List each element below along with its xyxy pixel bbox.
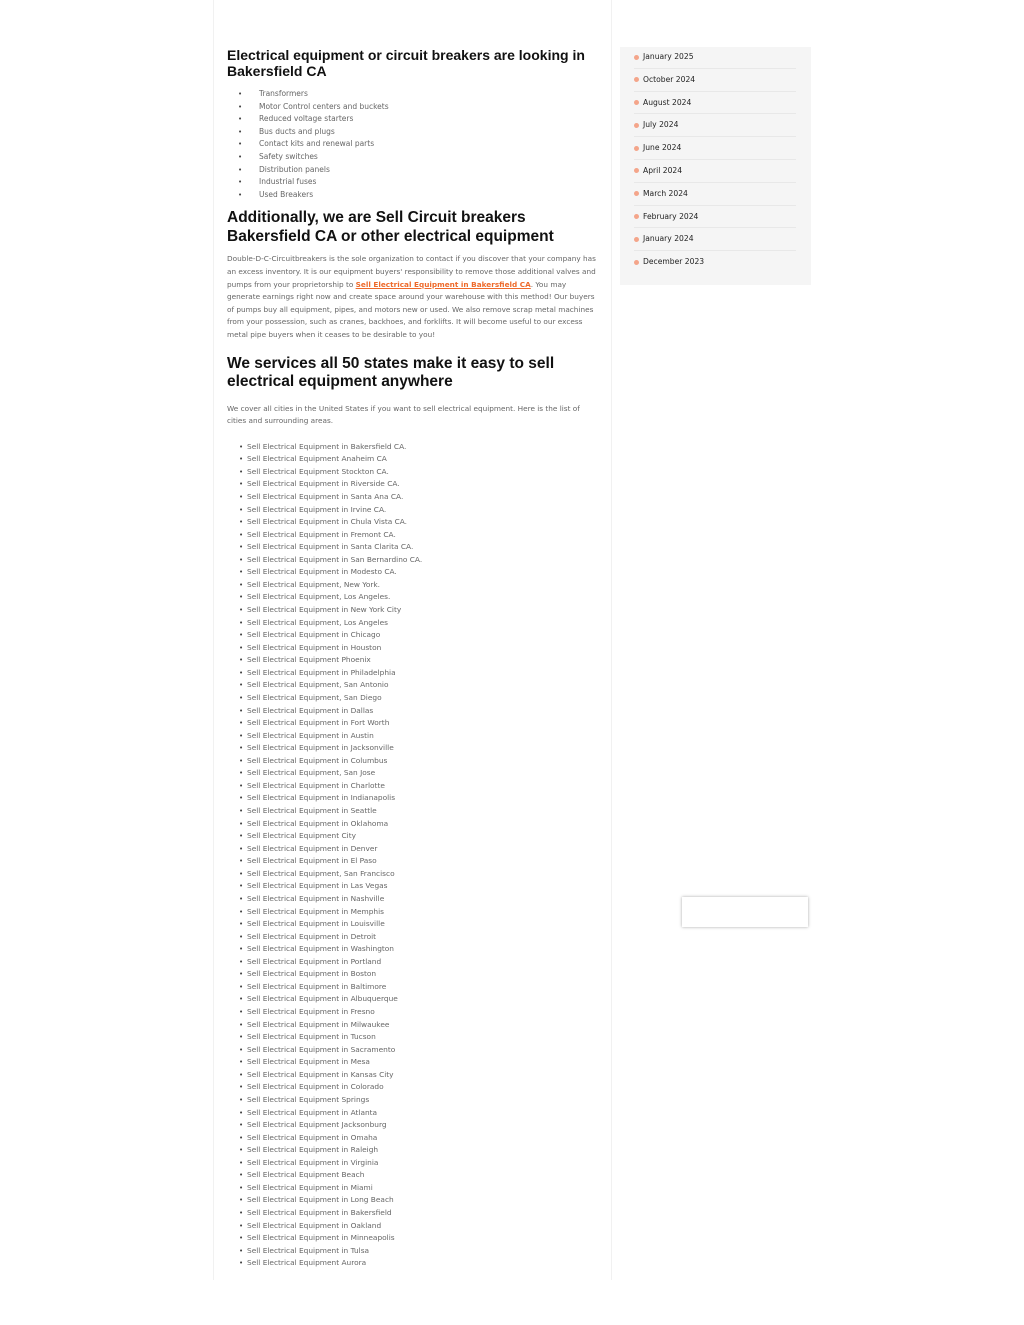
cities-list — [227, 441, 597, 1270]
city-list-item: • Sell Electrical Equipment in Jacksonville — [227, 742, 597, 755]
city-list-item: • Sell Electrical Equipment in Boston — [227, 968, 597, 981]
city-list-item: • Sell Electrical Equipment in Long Beach — [227, 1194, 597, 1207]
city-list-item: • Sell Electrical Equipment in New York City — [227, 604, 597, 617]
archive-link[interactable]: October 2024 — [634, 69, 796, 92]
city-list-item: • Sell Electrical Equipment in Detroit — [227, 931, 597, 944]
city-list-item: • Sell Electrical Equipment in Philadelphia — [227, 667, 597, 680]
city-list-item: • Sell Electrical Equipment in Irvine CA. — [227, 504, 597, 517]
sell-equipment-bakersfield-link[interactable]: Sell Electrical Equipment in Bakersfield CA — [355, 279, 531, 289]
city-list-item: • Sell Electrical Equipment in Oklahoma — [227, 818, 597, 831]
city-list-item: • Sell Electrical Equipment in Santa Clarita CA. — [227, 541, 597, 554]
section1-heading: Electrical equipment or circuit breakers are looking in Bakersfield CA — [227, 47, 585, 79]
city-list-item: • Sell Electrical Equipment, San Diego — [227, 692, 597, 705]
city-list-item: • Sell Electrical Equipment Jacksonburg — [227, 1119, 597, 1132]
city-list-item: • Sell Electrical Equipment Stockton CA. — [227, 466, 597, 479]
city-list-item: • Sell Electrical Equipment, New York. — [227, 579, 597, 592]
list-item: • Contact kits and renewal parts — [227, 138, 597, 151]
city-list-item: • Sell Electrical Equipment in Washington — [227, 943, 597, 956]
city-list-item: • Sell Electrical Equipment Anaheim CA — [227, 453, 597, 466]
archives-widget — [620, 47, 811, 285]
city-list-item: • Sell Electrical Equipment in San Bernardino CA. — [227, 554, 597, 567]
city-list-item: • Sell Electrical Equipment in Atlanta — [227, 1107, 597, 1120]
city-list-item: • Sell Electrical Equipment, San Antonio — [227, 679, 597, 692]
list-item: • Used Breakers — [227, 189, 597, 202]
city-list-item: • Sell Electrical Equipment in Milwaukee — [227, 1019, 597, 1032]
city-list-item: • Sell Electrical Equipment City — [227, 830, 597, 843]
city-list-item: • Sell Electrical Equipment in Houston — [227, 642, 597, 655]
city-list-item: • Sell Electrical Equipment Aurora — [227, 1257, 597, 1270]
city-list-item: • Sell Electrical Equipment in Dallas — [227, 705, 597, 718]
list-item: • Motor Control centers and buckets — [227, 101, 597, 114]
list-item: • Bus ducts and plugs — [227, 126, 597, 139]
city-list-item: • Sell Electrical Equipment in Santa Ana CA. — [227, 491, 597, 504]
city-list-item: • Sell Electrical Equipment in Seattle — [227, 805, 597, 818]
city-list-item: • Sell Electrical Equipment in Modesto CA. — [227, 566, 597, 579]
section3-heading: We services all 50 states make it easy to sell electrical equipment anywhere — [227, 354, 555, 390]
city-list-item: • Sell Electrical Equipment Beach — [227, 1169, 597, 1182]
city-list-item: • Sell Electrical Equipment in Columbus — [227, 755, 597, 768]
city-list-item: • Sell Electrical Equipment in Tucson — [227, 1031, 597, 1044]
archive-link[interactable]: March 2024 — [634, 183, 796, 206]
list-item: • Reduced voltage starters — [227, 113, 597, 126]
city-list-item: • Sell Electrical Equipment in Chula Vista CA. — [227, 516, 597, 529]
city-list-item: • Sell Electrical Equipment in Denver — [227, 843, 597, 856]
city-list-item: • Sell Electrical Equipment in Fremont CA. — [227, 529, 597, 542]
city-list-item: • Sell Electrical Equipment Phoenix — [227, 654, 597, 667]
archive-link[interactable]: January 2025 — [634, 46, 796, 69]
city-list-item: • Sell Electrical Equipment in Chicago — [227, 629, 597, 642]
city-list-item: • Sell Electrical Equipment in El Paso — [227, 855, 597, 868]
city-list-item: • Sell Electrical Equipment in Tulsa — [227, 1245, 597, 1258]
city-list-item: • Sell Electrical Equipment in Portland — [227, 956, 597, 969]
city-list-item: • Sell Electrical Equipment in Raleigh — [227, 1144, 597, 1157]
city-list-item: • Sell Electrical Equipment in Charlotte — [227, 780, 597, 793]
city-list-item: • Sell Electrical Equipment in Miami — [227, 1182, 597, 1195]
city-list-item: • Sell Electrical Equipment in Bakersfield CA. — [227, 441, 597, 454]
section2-paragraph — [227, 253, 597, 341]
archives-list — [620, 46, 811, 274]
city-list-item: • Sell Electrical Equipment, San Jose — [227, 767, 597, 780]
city-list-item: • Sell Electrical Equipment Springs — [227, 1094, 597, 1107]
city-list-item: • Sell Electrical Equipment in Virginia — [227, 1157, 597, 1170]
section2-text-after: . You may generate earnings right now and create space around your warehouse with this method! Our buyers of pumps buy all equipment, pipes, and motors new or used. We also remove scrap metal machines from your possession, such as cranes, backhoes, and forklifts. It will become useful to our excess metal pipe buyers when it ceases to be desirable to you! — [227, 279, 595, 339]
city-list-item: • Sell Electrical Equipment in Omaha — [227, 1132, 597, 1145]
floating-widget[interactable] — [682, 897, 808, 927]
list-item: • Distribution panels — [227, 164, 597, 177]
archive-link[interactable]: April 2024 — [634, 160, 796, 183]
city-list-item: • Sell Electrical Equipment in Louisville — [227, 918, 597, 931]
city-list-item: • Sell Electrical Equipment in Fort Worth — [227, 717, 597, 730]
list-item: • Industrial fuses — [227, 176, 597, 189]
equipment-list — [227, 88, 597, 201]
archive-link[interactable]: February 2024 — [634, 206, 796, 229]
archive-link[interactable]: December 2023 — [634, 251, 796, 274]
archive-link[interactable]: January 2024 — [634, 228, 796, 251]
city-list-item: • Sell Electrical Equipment, San Francisco — [227, 868, 597, 881]
section3-paragraph: We cover all cities in the United States if you want to sell electrical equipment. Here is the list of cities and surrounding areas. — [227, 403, 580, 426]
city-list-item: • Sell Electrical Equipment in Indianapolis — [227, 792, 597, 805]
city-list-item: • Sell Electrical Equipment in Nashville — [227, 893, 597, 906]
archive-link[interactable]: June 2024 — [634, 137, 796, 160]
city-list-item: • Sell Electrical Equipment in Las Vegas — [227, 880, 597, 893]
archive-link[interactable]: July 2024 — [634, 114, 796, 137]
city-list-item: • Sell Electrical Equipment in Mesa — [227, 1056, 597, 1069]
city-list-item: • Sell Electrical Equipment in Sacramento — [227, 1044, 597, 1057]
city-list-item: • Sell Electrical Equipment in Colorado — [227, 1081, 597, 1094]
list-item: • Safety switches — [227, 151, 597, 164]
city-list-item: • Sell Electrical Equipment, Los Angeles. — [227, 591, 597, 604]
list-item: • Transformers — [227, 88, 597, 101]
city-list-item: • Sell Electrical Equipment, Los Angeles — [227, 617, 597, 630]
city-list-item: • Sell Electrical Equipment in Bakersfield — [227, 1207, 597, 1220]
city-list-item: • Sell Electrical Equipment in Oakland — [227, 1220, 597, 1233]
city-list-item: • Sell Electrical Equipment in Albuquerque — [227, 993, 597, 1006]
city-list-item: • Sell Electrical Equipment in Austin — [227, 730, 597, 743]
section2-heading: Additionally, we are Sell Circuit breakers Bakersfield CA or other electrical equipment — [227, 209, 554, 245]
city-list-item: • Sell Electrical Equipment in Riverside CA. — [227, 478, 597, 491]
section2-text-before: Double-D-C-Circuitbreakers is the sole organization to contact if you discover that your company has an excess inventory. It is our equipment buyers' responsibility to remove those additional valves and pumps from your proprietorship to — [227, 254, 596, 289]
main-content — [227, 47, 597, 1270]
city-list-item: • Sell Electrical Equipment in Kansas City — [227, 1069, 597, 1082]
city-list-item: • Sell Electrical Equipment in Fresno — [227, 1006, 597, 1019]
city-list-item: • Sell Electrical Equipment in Minneapolis — [227, 1232, 597, 1245]
city-list-item: • Sell Electrical Equipment in Memphis — [227, 906, 597, 919]
archive-link[interactable]: August 2024 — [634, 92, 796, 115]
city-list-item: • Sell Electrical Equipment in Baltimore — [227, 981, 597, 994]
